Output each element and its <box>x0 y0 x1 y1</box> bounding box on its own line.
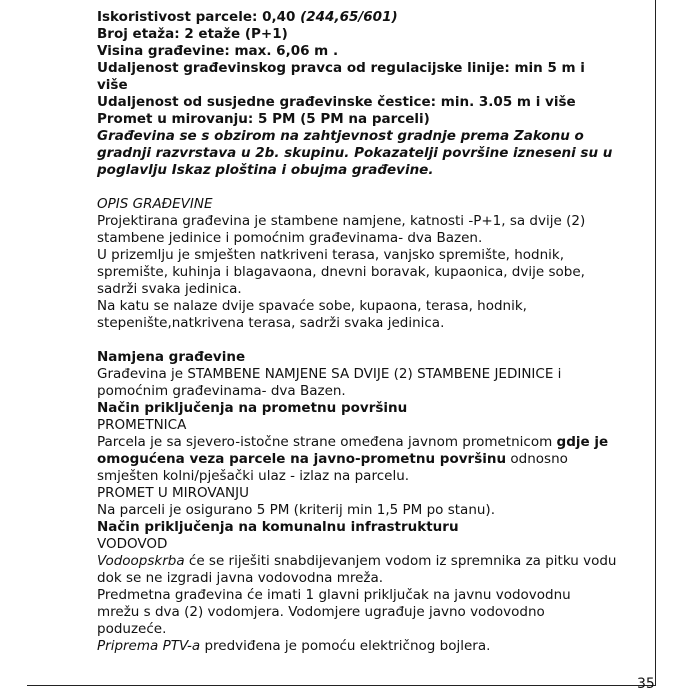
page-border-bottom <box>27 685 655 686</box>
namjena-text: Građevina je STAMBENE NAMJENE SA DVIJE (2) STAMBENE JEDINICE i pomoćnim građevinama- dva Bazen. <box>97 366 562 399</box>
promet-mirovanju-text: Na parceli je osigurano 5 PM (kriterij min 1,5 PM po stanu). <box>97 502 495 518</box>
prometnica-text-c: odnosno smješten kolni/pješački ulaz - izlaz na parcelu. <box>97 451 568 484</box>
vodoopskrba-text <box>97 553 617 587</box>
opis-paragraph-2: U prizemlju je smješten natkriveni terasa, vanjsko spremište, hodnik, spremište, kuhinja i blagavaona, dnevni boravak, kupaonica, dvije sobe, sadrži svaka jedinica. <box>97 247 585 297</box>
ptv-text <box>97 638 617 655</box>
page-number: 35 <box>637 676 655 692</box>
udaljenost-cestice-line: Udaljenost od susjedne građevinske čestice: min. 3.05 m i više <box>97 94 576 110</box>
promet-mirovanju-subheading: PROMET U MIROVANJU <box>97 485 250 501</box>
vodoopskrba-rest: će se riješiti snabdijevanjem vodom iz spremnika za pitku vodu dok se ne izgradi javna vodovodna mreža. <box>97 553 617 586</box>
visina-line: Visina građevine: max. 6,06 m . <box>97 43 339 59</box>
prometnica-text <box>97 434 617 485</box>
prometnica-text-a: Parcela je sa sjevero-istočne strane omeđena javnom prometnicom <box>97 434 557 450</box>
opis-paragraph-3: Na katu se nalaze dvije spavaće sobe, kupaona, terasa, hodnik, stepenište,natkrivena terasa, sadrži svaka jedinica. <box>97 298 527 331</box>
page-border-right <box>655 0 656 686</box>
iskoristivost-paren: (244,65/601) <box>300 9 398 25</box>
vodovod-subheading: VODOVOD <box>97 536 168 552</box>
ptv-rest: predviđena je pomoću električnog bojlera. <box>200 638 491 654</box>
document-body <box>97 9 617 655</box>
ptv-italic: Priprema PTV-a <box>97 638 201 654</box>
promet-line: Promet u mirovanju: 5 PM (5 PM na parceli) <box>97 111 430 127</box>
zakon-note: Građevina se s obzirom na zahtjevnost gradnje prema Zakonu o gradnji razvrstava u 2b. skupinu. Pokazatelji površine izneseni su u poglavlju Iskaz ploština i obujma građevine. <box>97 128 613 178</box>
udaljenost-pravca-line: Udaljenost građevinskog pravca od regulacijske linije: min 5 m i više <box>97 60 585 93</box>
iskoristivost-label: Iskoristivost parcele: 0,40 <box>97 9 301 25</box>
infrastruktura-heading: Način priključenja na komunalnu infrastrukturu <box>97 519 459 535</box>
prometnica-subheading: PROMETNICA <box>97 417 187 433</box>
opis-heading: OPIS GRAĐEVINE <box>97 196 213 212</box>
vodoopskrba-italic: Vodoopskrba <box>97 553 185 569</box>
prometnica-text-bold: gdje je omogućena veza parcele na javno-prometnu površinu <box>97 434 609 467</box>
iskoristivost-line <box>97 9 617 26</box>
broj-etaza-line: Broj etaža: 2 etaže (P+1) <box>97 26 288 42</box>
prometnica-heading: Način priključenja na prometnu površinu <box>97 400 408 416</box>
opis-paragraph-1: Projektirana građevina je stambene namjene, katnosti -P+1, sa dvije (2) stambene jedinice i pomoćnim građevinama- dva Bazen. <box>97 213 586 246</box>
predmetna-text: Predmetna građevina će imati 1 glavni priključak na javnu vodovodnu mrežu s dva (2) vodomjera. Vodomjere ugrađuje javno vodovodno poduzeće. <box>97 587 571 637</box>
namjena-heading: Namjena građevine <box>97 349 246 365</box>
